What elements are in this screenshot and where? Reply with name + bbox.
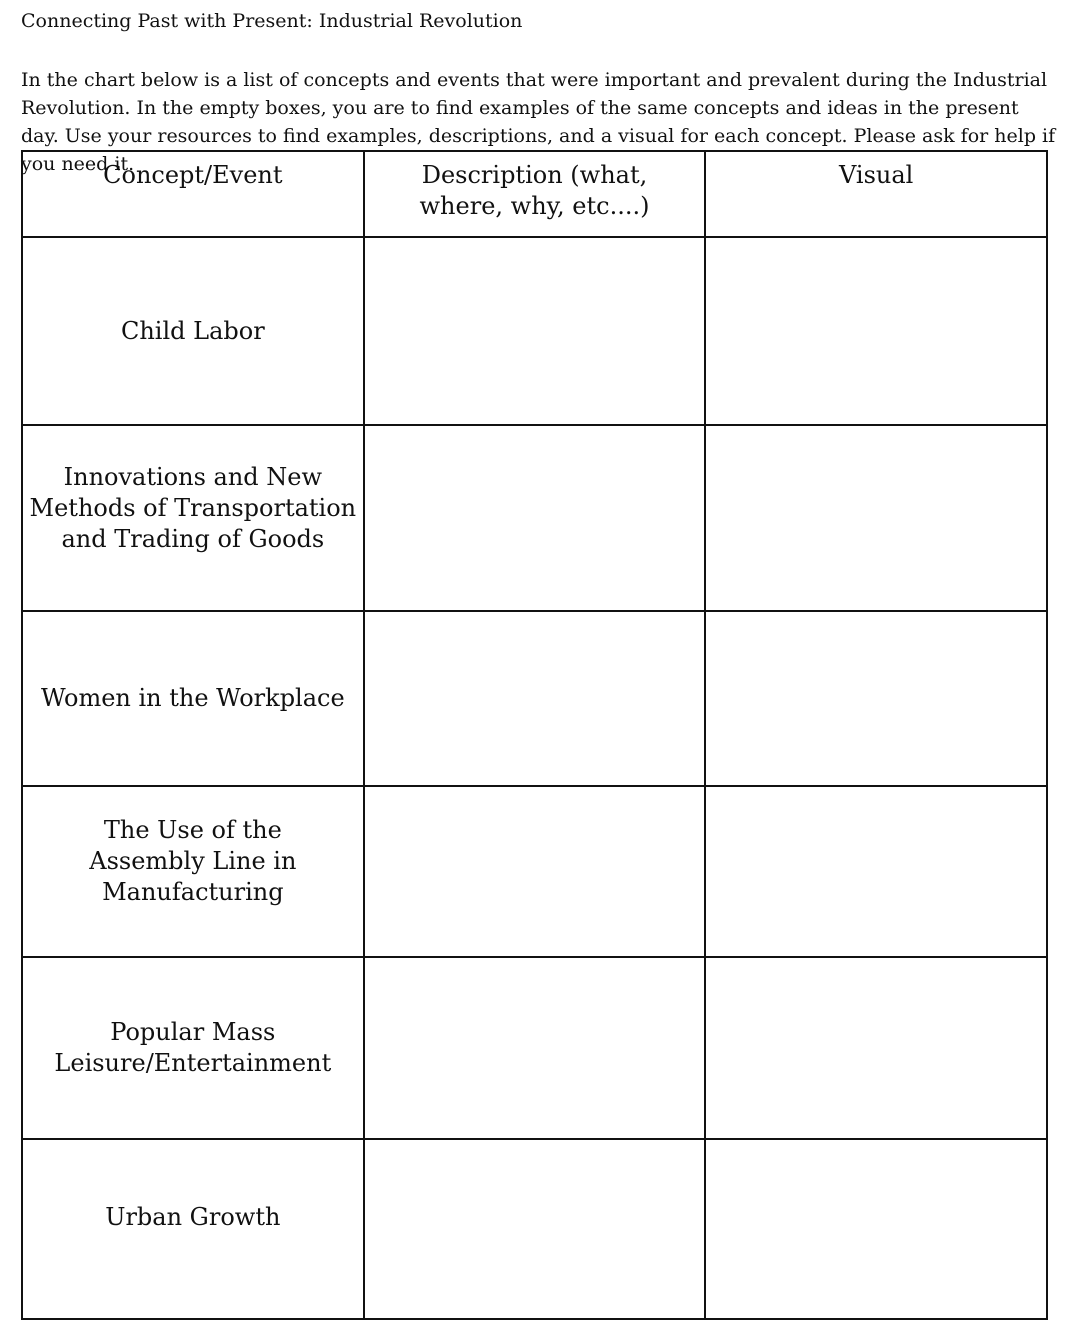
worksheet-table <box>21 150 1048 1320</box>
visual-cell[interactable] <box>705 957 1047 1139</box>
visual-cell[interactable] <box>705 237 1047 425</box>
description-cell[interactable] <box>364 425 706 611</box>
concept-cell: Child Labor <box>22 237 364 425</box>
table-row <box>22 425 1047 611</box>
visual-cell[interactable] <box>705 611 1047 786</box>
concept-cell: Innovations and New Methods of Transportation and Trading of Goods <box>22 425 364 611</box>
header-visual: Visual <box>705 151 1047 237</box>
instructions: In the chart below is a list of concepts and events that were important and prevalent during the Industrial Revolution. In the empty boxes, you are to find examples of the same concepts and ideas in the present day. Use your resources to find examples, descriptions, and a visual for each concept. Please ask for help if you need it. <box>21 69 1056 175</box>
concept-cell: The Use of the Assembly Line in Manufacturing <box>22 786 364 957</box>
visual-cell[interactable] <box>705 786 1047 957</box>
header-description: Description (what, where, why, etc....) <box>364 151 706 237</box>
description-cell[interactable] <box>364 1139 706 1319</box>
header-row <box>22 151 1047 237</box>
table-row <box>22 237 1047 425</box>
table-row <box>22 957 1047 1139</box>
visual-cell[interactable] <box>705 425 1047 611</box>
concept-cell: Popular Mass Leisure/Entertainment <box>22 957 364 1139</box>
table-row <box>22 786 1047 957</box>
table-row <box>22 1139 1047 1319</box>
page-title: Connecting Past with Present: Industrial Revolution <box>21 10 523 32</box>
description-cell[interactable] <box>364 786 706 957</box>
description-cell[interactable] <box>364 237 706 425</box>
table-row <box>22 611 1047 786</box>
concept-cell: Urban Growth <box>22 1139 364 1319</box>
visual-cell[interactable] <box>705 1139 1047 1319</box>
concept-cell: Women in the Workplace <box>22 611 364 786</box>
description-cell[interactable] <box>364 957 706 1139</box>
header-concept: Concept/Event <box>22 151 364 237</box>
description-cell[interactable] <box>364 611 706 786</box>
